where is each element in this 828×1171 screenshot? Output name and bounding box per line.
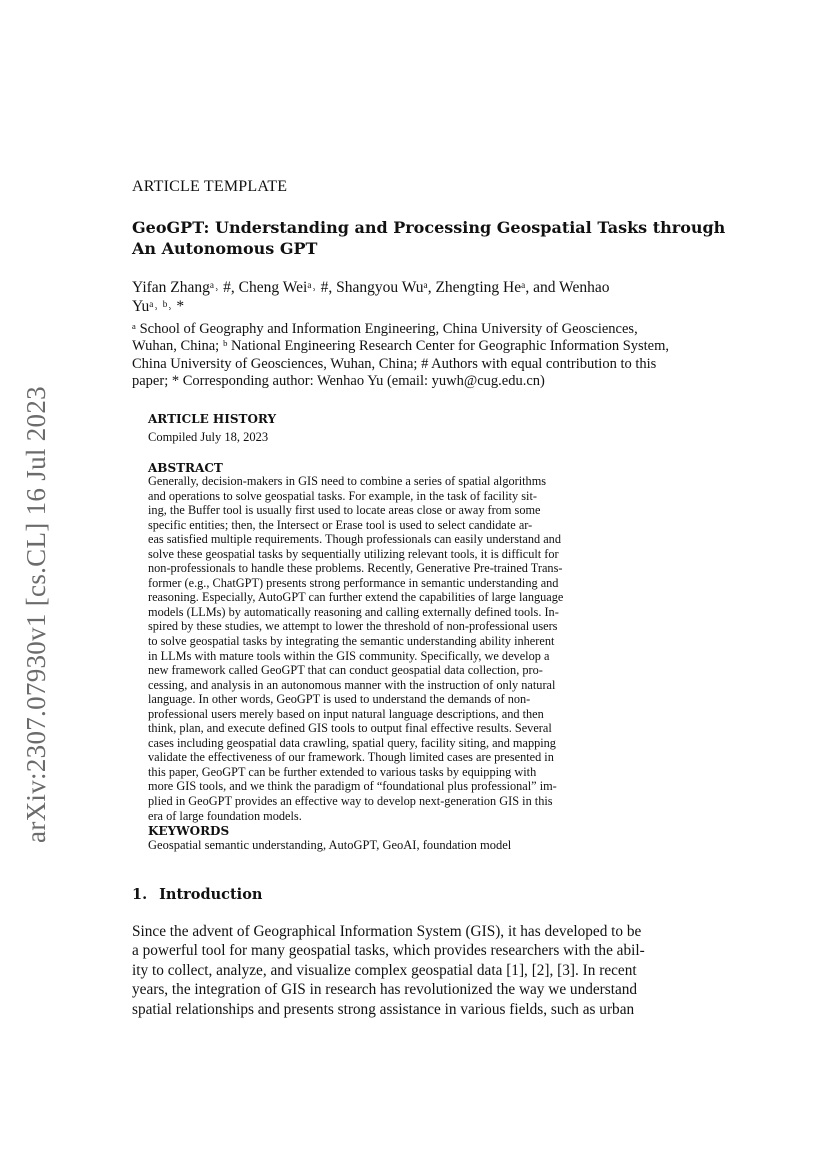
abstract-line: more GIS tools, and we think the paradigm of “foundational plus professional” im- [148, 779, 557, 794]
abstract-line: era of large foundation models. [148, 808, 302, 823]
introduction-line: Since the advent of Geographical Information System (GIS), it has developed to be [132, 923, 642, 940]
introduction-line: a powerful tool for many geospatial tasks, which provides researchers with the abil- [132, 942, 645, 960]
abstract-line: validate the effectiveness of our framework. Though limited cases are presented in [148, 750, 554, 765]
affiliation-line: ᵃ School of Geography and Information Engineering, China University of Geosciences, [132, 321, 638, 337]
affiliation-line: China University of Geosciences, Wuhan, China; # Authors with equal contribution to this [132, 355, 657, 372]
affiliation-line: paper; * Corresponding author: Wenhao Yu (email: yuwh@cug.edu.cn) [132, 373, 545, 390]
abstract-line: eas satisfied multiple requirements. Though professionals can easily understand and [148, 532, 561, 547]
arxiv-identifier [8, 376, 64, 852]
abstract-line: this paper, GeoGPT can be further extended to various tasks by equipping with [148, 764, 537, 779]
paper-title [132, 217, 732, 259]
abstract-heading: ABSTRACT [148, 461, 223, 475]
abstract-line: in LLMs with mature tools within the GIS community. Specifically, we develop a [148, 648, 550, 663]
abstract-line: spired by these studies, we attempt to lower the threshold of non-professional users [148, 619, 558, 634]
abstract-line: reasoning. Especially, AutoGPT can further extend the capabilities of large language [148, 590, 564, 605]
section-number: 1. [132, 886, 148, 903]
abstract-line: former (e.g., ChatGPT) presents strong performance in semantic understanding and [148, 575, 559, 590]
compiled-date: Compiled July 18, 2023 [148, 430, 269, 444]
article-type-label: ARTICLE TEMPLATE [132, 178, 288, 195]
abstract-line: to solve geospatial tasks by integrating the semantic understanding ability inherent [148, 634, 555, 649]
abstract-line: cessing, and analysis in an autonomous manner with the instruction of only natural [148, 677, 556, 692]
abstract-line: solve these geospatial tasks by sequentially utilizing relevant tools, it is difficult for [148, 546, 559, 561]
abstract-line: models (LLMs) by automatically reasoning and calling externally defined tools. In- [148, 604, 559, 619]
section-heading-introduction [132, 886, 262, 903]
keywords-heading: KEYWORDS [148, 824, 230, 838]
abstract-line: cases including geospatial data crawling, spatial query, facility siting, and mapping [148, 735, 556, 750]
abstract-line: non-professionals to handle these problems. Recently, Generative Pre-trained Trans- [148, 561, 563, 576]
author-list [132, 278, 712, 316]
abstract-line: professional users merely based on input natural language descriptions, and then [148, 706, 544, 721]
introduction-line: years, the integration of GIS in research has revolutionized the way we understand [132, 981, 638, 999]
author-line: Yuᵃ˒ ᵇ˒ * [132, 298, 185, 315]
abstract-line: plied in GeoGPT provides an effective way to develop next-generation GIS in this [148, 794, 553, 809]
abstract-body [148, 474, 618, 823]
section-title: Introduction [159, 886, 263, 903]
affiliations [132, 321, 712, 391]
abstract-line: Generally, decision-makers in GIS need to combine a series of spatial algorithms [148, 474, 547, 488]
abstract-line: new framework called GeoGPT that can conduct geospatial data collection, pro- [148, 663, 543, 678]
abstract-line: specific entities; then, the Intersect or Erase tool is used to select candidate ar- [148, 517, 533, 532]
abstract-line: and operations to solve geospatial tasks. For example, in the task of facility sit- [148, 488, 537, 503]
author-line: Yifan Zhangᵃ˒ #, Cheng Weiᵃ˒ #, Shangyou Wuᵃ, Zhengting Heᵃ, and Wenhao [132, 279, 610, 296]
introduction-line: spatial relationships and presents strong assistance in various fields, such as urban [132, 1000, 635, 1018]
affiliation-line: Wuhan, China; ᵇ National Engineering Research Center for Geographic Information System, [132, 338, 670, 355]
introduction-line: ity to collect, analyze, and visualize complex geospatial data [1], [2], [3]. In recent [132, 961, 637, 979]
title-line: An Autonomous GPT [132, 239, 318, 258]
arxiv-identifier-text: arXiv:2307.07930v1 [cs.CL] 16 Jul 2023 [20, 385, 51, 843]
keywords-text: Geospatial semantic understanding, AutoGPT, GeoAI, foundation model [148, 838, 512, 852]
title-line: GeoGPT: Understanding and Processing Geospatial Tasks through [132, 218, 726, 237]
introduction-body [132, 922, 698, 1019]
abstract-line: think, plan, and execute defined GIS tools to output final effective results. Several [148, 721, 552, 736]
abstract-line: ing, the Buffer tool is usually first used to locate areas close or away from some [148, 503, 541, 518]
abstract-line: language. In other words, GeoGPT is used to understand the demands of non- [148, 692, 531, 707]
article-history-heading: ARTICLE HISTORY [148, 412, 277, 426]
